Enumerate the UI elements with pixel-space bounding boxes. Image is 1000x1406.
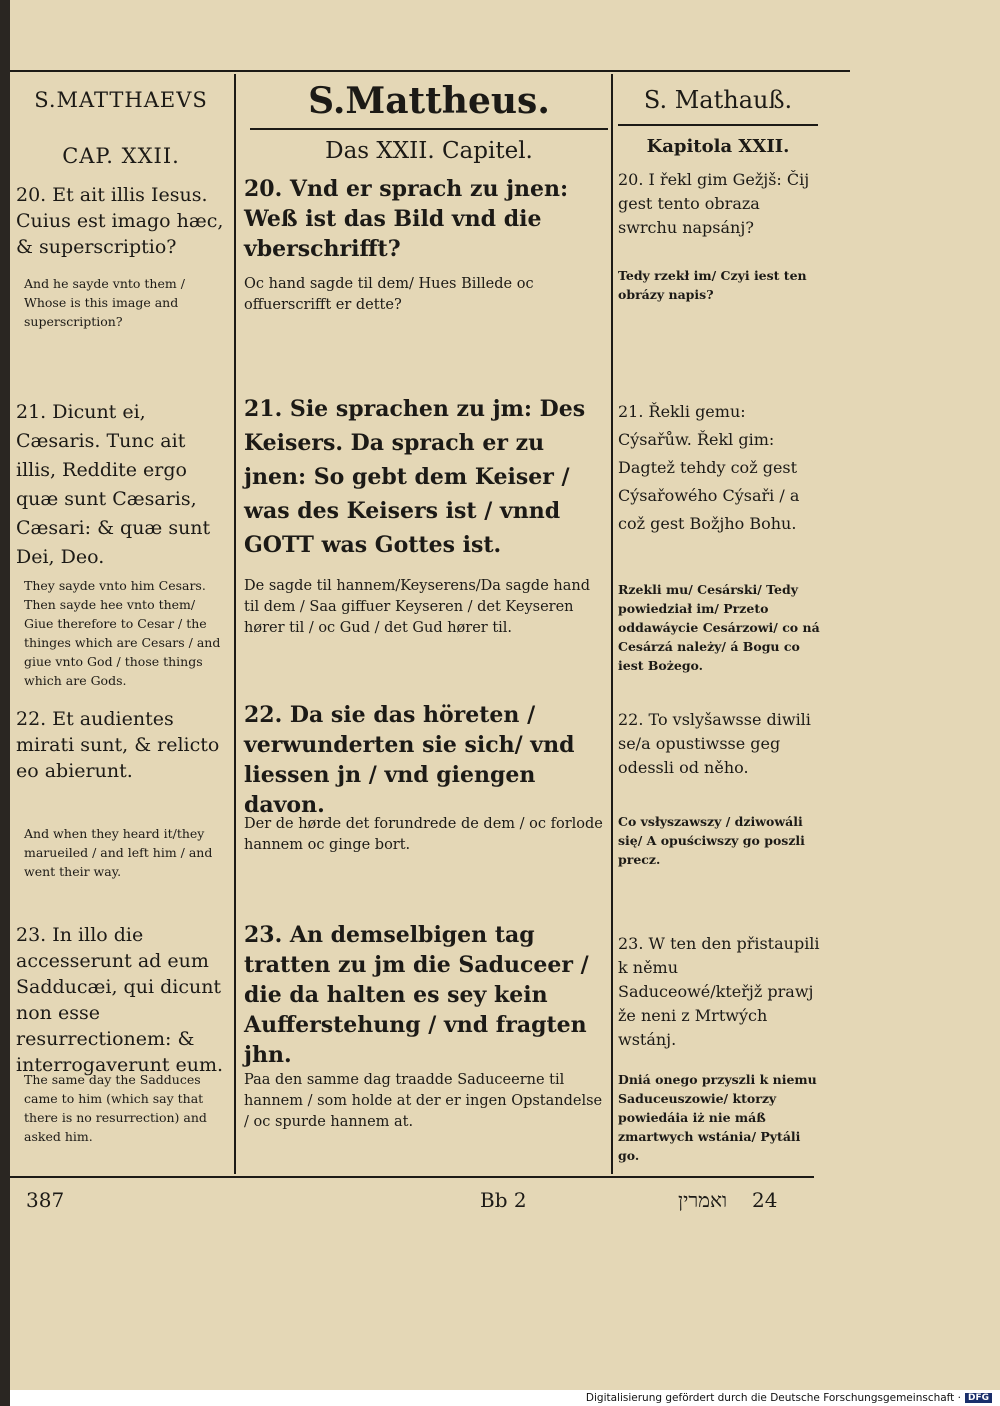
czech-verse-20: 20. I řekl gim Gežjš: Čij gest tento obraza swrchu napsánj? xyxy=(618,170,810,237)
english-verse-22: And when they heard it/they marueiled / and left him / and went their way. xyxy=(24,826,213,879)
english-verse-21: They sayde vnto him Cesars. Then sayde hee vnto them/ Giue therefore to Cesar / the thinges which are Cesars / and giue vnto God / those things which are Gods. xyxy=(24,578,221,688)
czech-header-rule xyxy=(618,124,818,126)
danish-verse-20: Oc hand sagde til dem/ Hues Billede oc offuerscrifft er dette? xyxy=(244,276,534,313)
page-number: 387 xyxy=(26,1188,65,1212)
latin-column-header: S.MATTHAEVS xyxy=(34,88,208,112)
german-verse-23: 23. An demselbigen tag tratten zu jm die Saduceer / die da halten es sey kein Aufferstehung / vnd fragten jhn. xyxy=(244,922,589,1068)
danish-verse-22: Der de hørde det forundrede de dem / oc forlode hannem oc ginge bort. xyxy=(244,816,603,853)
column-divider-right xyxy=(611,74,613,1174)
latin-verse-23: 23. In illo die accesserunt ad eum Sadducæi, qui dicunt non esse resurrectionem: & interrogaverunt eum. xyxy=(16,924,224,1076)
digitization-credit xyxy=(586,1392,992,1404)
german-verse-20: 20. Vnd er sprach zu jnen: Weß ist das Bild vnd die vberschrifft? xyxy=(244,176,569,262)
czech-chapter-title: Kapitola XXII. xyxy=(646,136,790,157)
scan-edge xyxy=(0,0,10,1406)
latin-verse-21: 21. Dicunt ei, Cæsaris. Tunc ait illis, Reddite ergo quæ sunt Cæsaris, Cæsari: & quæ sunt Dei, Deo. xyxy=(16,401,211,568)
signature-mark: Bb 2 xyxy=(480,1188,527,1212)
polish-verse-22: Co vsłyszawszy / dziwowáli się/ A opuściwszy go poszli precz. xyxy=(618,814,805,867)
czech-verse-21: 21. Řekli gemu: Cýsařůw. Řekl gim: Dagtež tehdy což gest Cýsařowého Cýsaři / a což gest Božjho Bohu. xyxy=(618,402,800,533)
top-rule xyxy=(10,70,850,72)
polish-verse-23: Dniá onego przyszli k niemu Saduceuszowie/ ktorzy powiedáia iż nie máß zmartwych wstánia/ Pytáli go. xyxy=(618,1072,817,1163)
czech-verse-22: 22. To vslyšawsse diwili se/a opustiwsse geg odessli od něho. xyxy=(618,710,811,777)
german-chapter-title: Das XXII. Capitel. xyxy=(325,138,533,164)
danish-verse-23: Paa den samme dag traadde Saduceerne til hannem / som holde at der er ingen Opstandelse / oc spurde hannem at. xyxy=(244,1072,603,1130)
czech-verse-23: 23. W ten den přistaupili k němu Saduceowé/kteřjž prawj že neni z Mrtwých wstánj. xyxy=(618,934,820,1049)
polish-verse-20: Tedy rzekł im/ Czyi iest ten obrázy napis? xyxy=(618,268,807,302)
latin-verse-20: 20. Et ait illis Iesus. Cuius est imago hæc, & superscriptio? xyxy=(16,184,224,258)
latin-verse-22: 22. Et audientes mirati sunt, & relicto eo abierunt. xyxy=(16,708,220,782)
german-verse-22: 22. Da sie das höreten / verwunderten sie sich/ vnd liessen jn / vnd giengen davon. xyxy=(244,702,575,818)
german-column-header: S.Mattheus. xyxy=(308,80,550,122)
hebrew-catchword: ואמרין xyxy=(678,1188,728,1212)
danish-verse-21: De sagde til hannem/Keyserens/Da sagde hand til dem / Saa giffuer Keyseren / det Keyseren hører til / oc Gud / det Gud hører til. xyxy=(244,578,590,636)
credit-text: Digitalisierung gefördert durch die Deutsche Forschungsgemeinschaft · xyxy=(585,1392,961,1404)
german-verse-21: 21. Sie sprachen zu jm: Des Keisers. Da sprach er zu jnen: So gebt dem Keiser / was des Keisers ist / vnnd GOTT was Gottes ist. xyxy=(244,396,586,558)
english-verse-20: And he sayde vnto them / Whose is this image and superscription? xyxy=(24,276,185,329)
column-divider-left xyxy=(234,74,236,1174)
bottom-rule xyxy=(10,1176,814,1178)
english-verse-23: The same day the Sadduces came to him (which say that there is no resurrection) and asked him. xyxy=(24,1072,207,1144)
book-page xyxy=(10,0,1000,1390)
polish-verse-21: Rzekli mu/ Cesárski/ Tedy powiedział im/ Przeto oddawáycie Cesárzowi/ co ná Cesárzá należy/ á Bogu co iest Bożego. xyxy=(618,582,820,673)
dfg-logo: DFG xyxy=(965,1393,992,1403)
catchword-number: 24 xyxy=(752,1188,778,1212)
czech-column-header: S. Mathauß. xyxy=(643,86,793,114)
german-header-rule xyxy=(250,128,608,130)
latin-chapter-title: CAP. XXII. xyxy=(62,144,180,168)
